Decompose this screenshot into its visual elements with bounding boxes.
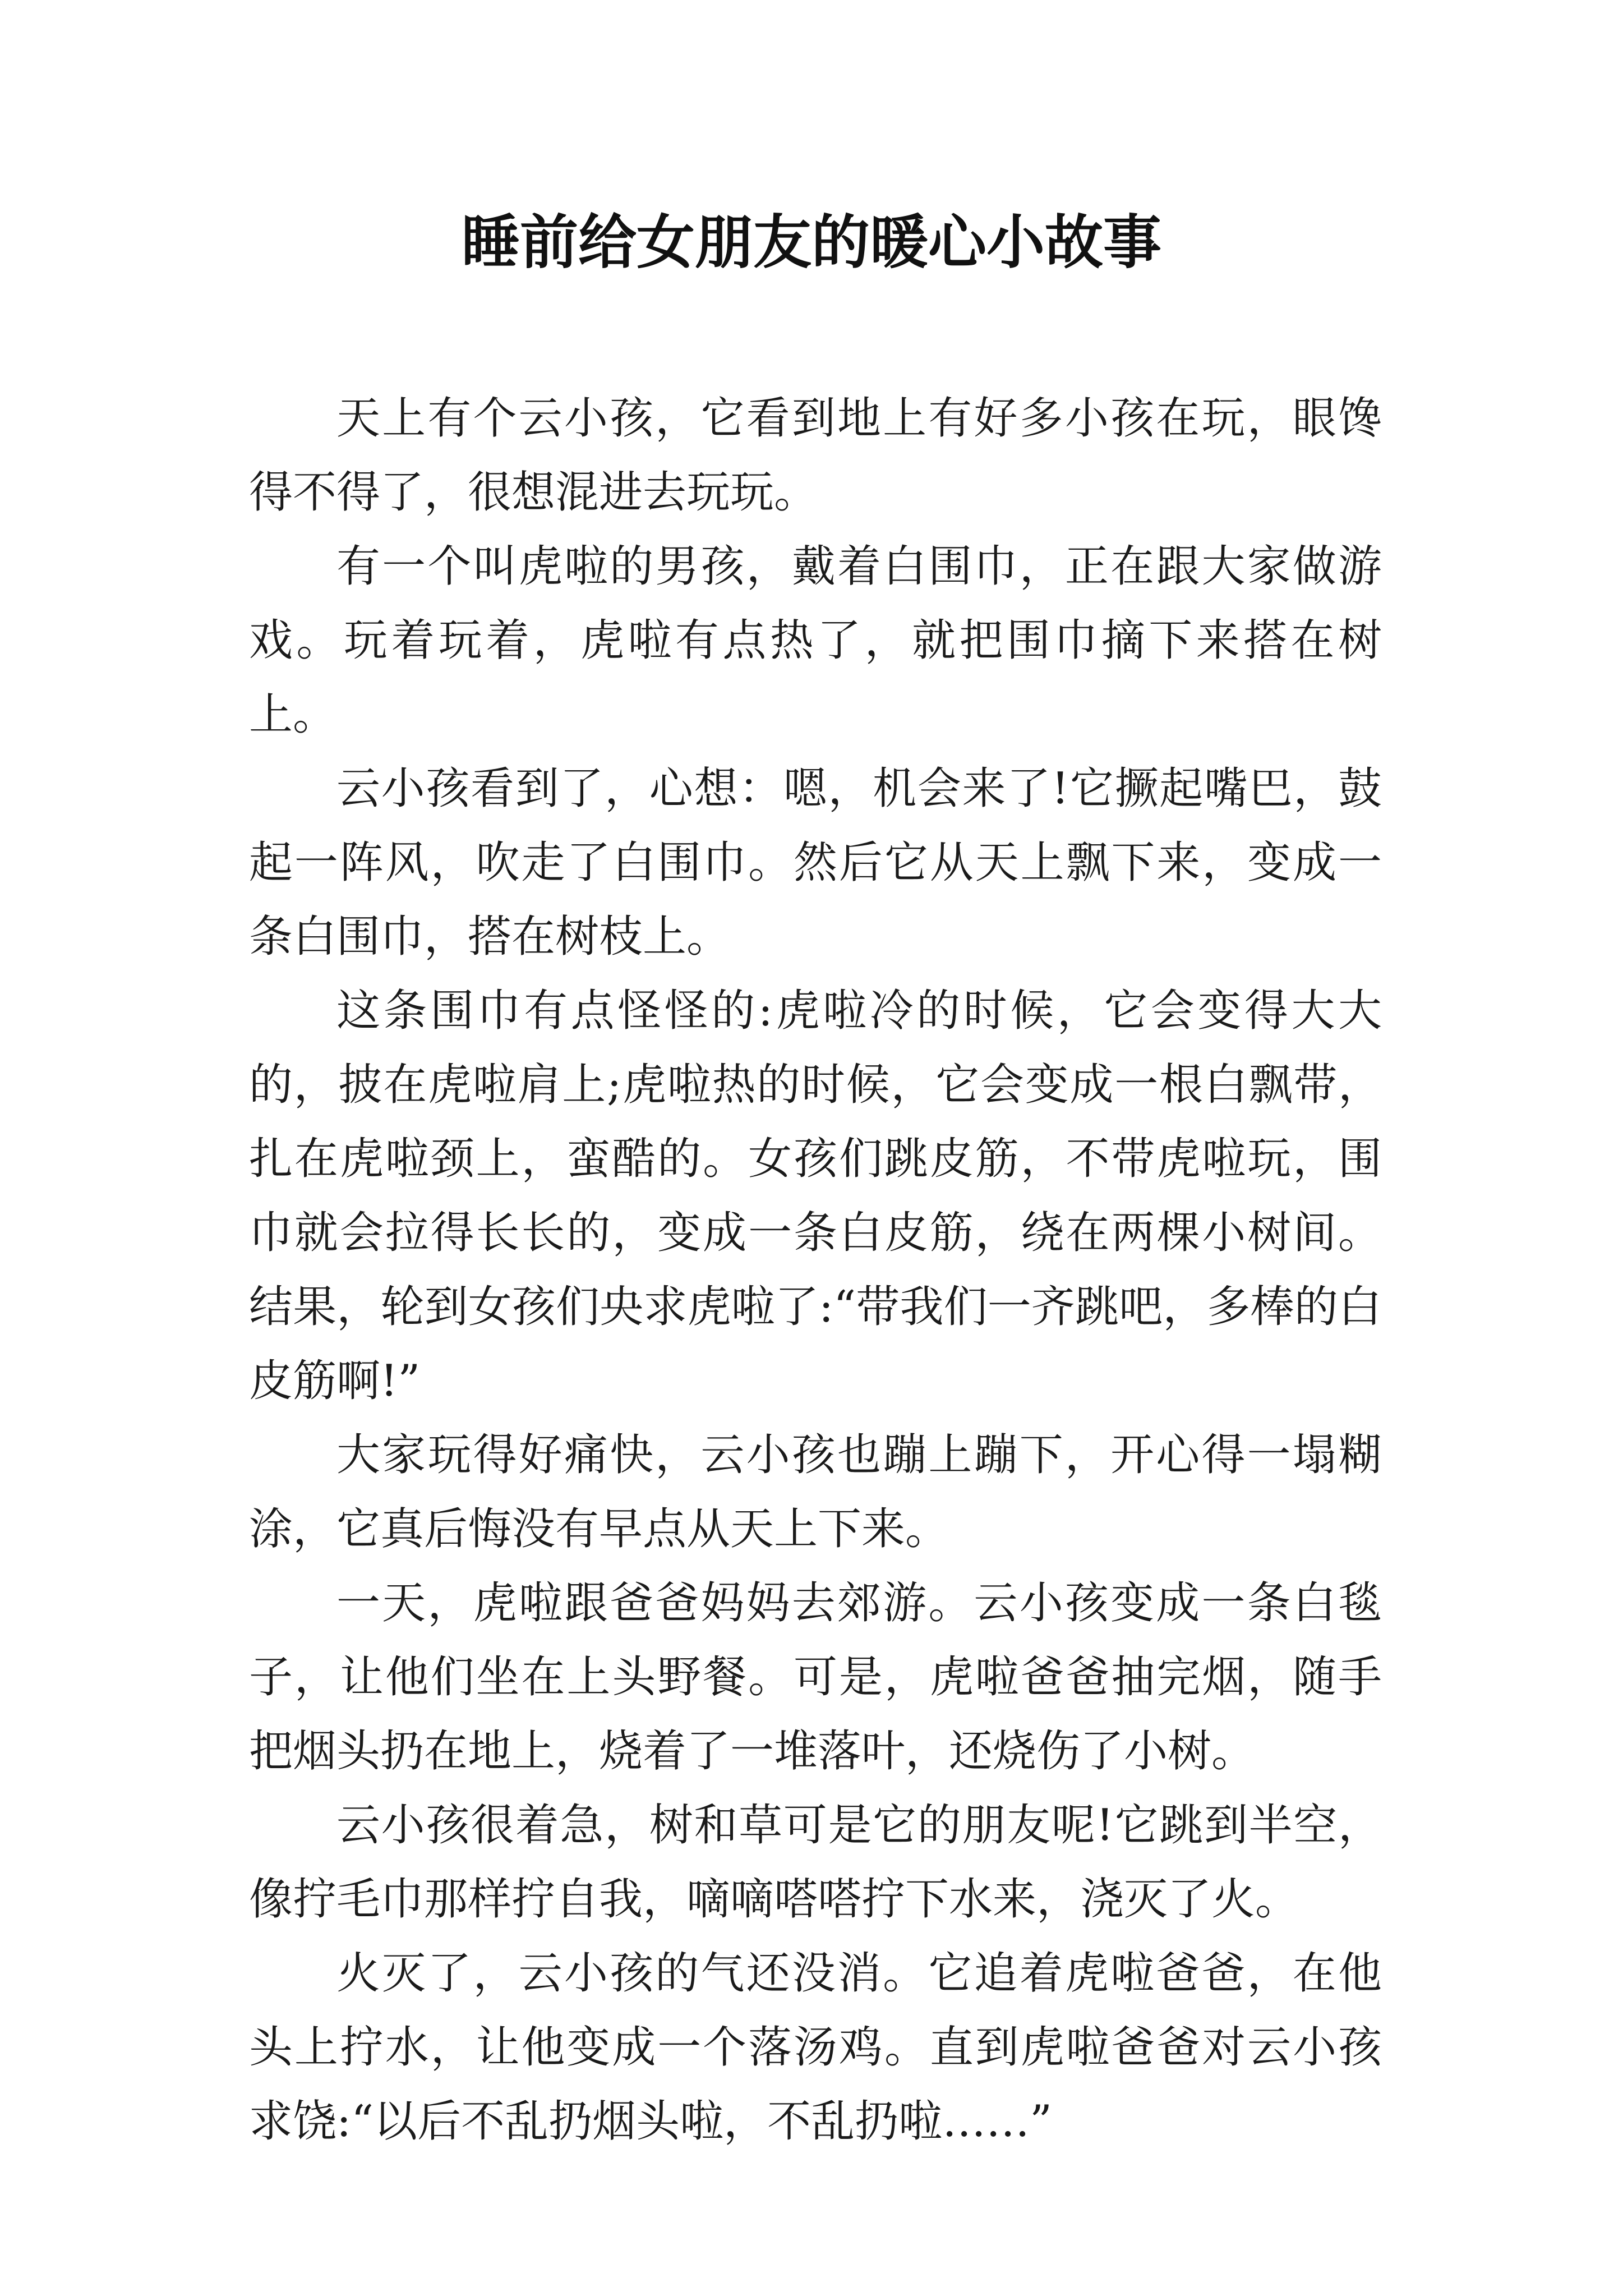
paragraph-8: 火灭了，云小孩的气还没消。它追着虎啦爸爸，在他头上拧水，让他变成一个落汤鸡。直到虎啦爸爸对云小孩求饶:“以后不乱扔烟头啦，不乱扔啦……” xyxy=(249,1948,1382,2147)
paragraph-6: 一天，虎啦跟爸爸妈妈去郊游。云小孩变成一条白毯子，让他们坐在上头野餐。可是，虎啦爸爸抽完烟，随手把烟头扔在地上，烧着了一堆落叶，还烧伤了小树。 xyxy=(249,1578,1382,1777)
paragraph-1: 天上有个云小孩，它看到地上有好多小孩在玩，眼馋得不得了，很想混进去玩玩。 xyxy=(249,393,1382,518)
story-body xyxy=(249,381,1382,2159)
paragraph-3: 云小孩看到了，心想：嗯，机会来了!它撅起嘴巴，鼓起一阵风，吹走了白围巾。然后它从天上飘下来，变成一条白围巾，搭在树枝上。 xyxy=(249,763,1382,962)
paragraph-2: 有一个叫虎啦的男孩，戴着白围巾，正在跟大家做游戏。玩着玩着，虎啦有点热了，就把围巾摘下来搭在树上。 xyxy=(249,541,1382,740)
document-title: 睡前给女朋友的暖心小故事 xyxy=(461,208,1161,277)
paragraph-7: 云小孩很着急，树和草可是它的朋友呢!它跳到半空，像拧毛巾那样拧自我，嘀嘀嗒嗒拧下水来，浇灭了火。 xyxy=(249,1800,1382,1925)
paragraph-4: 这条围巾有点怪怪的:虎啦冷的时候，它会变得大大的，披在虎啦肩上;虎啦热的时候，它会变成一根白飘带，扎在虎啦颈上，蛮酷的。女孩们跳皮筋，不带虎啦玩，围巾就会拉得长长的，变成一条白皮筋，绕在两棵小树间。结果，轮到女孩们央求虎啦了:“带我们一齐跳吧，多棒的白皮筋啊!” xyxy=(249,986,1382,1406)
paragraph-5: 大家玩得好痛快，云小孩也蹦上蹦下，开心得一塌糊涂，它真后悔没有早点从天上下来。 xyxy=(249,1430,1382,1554)
